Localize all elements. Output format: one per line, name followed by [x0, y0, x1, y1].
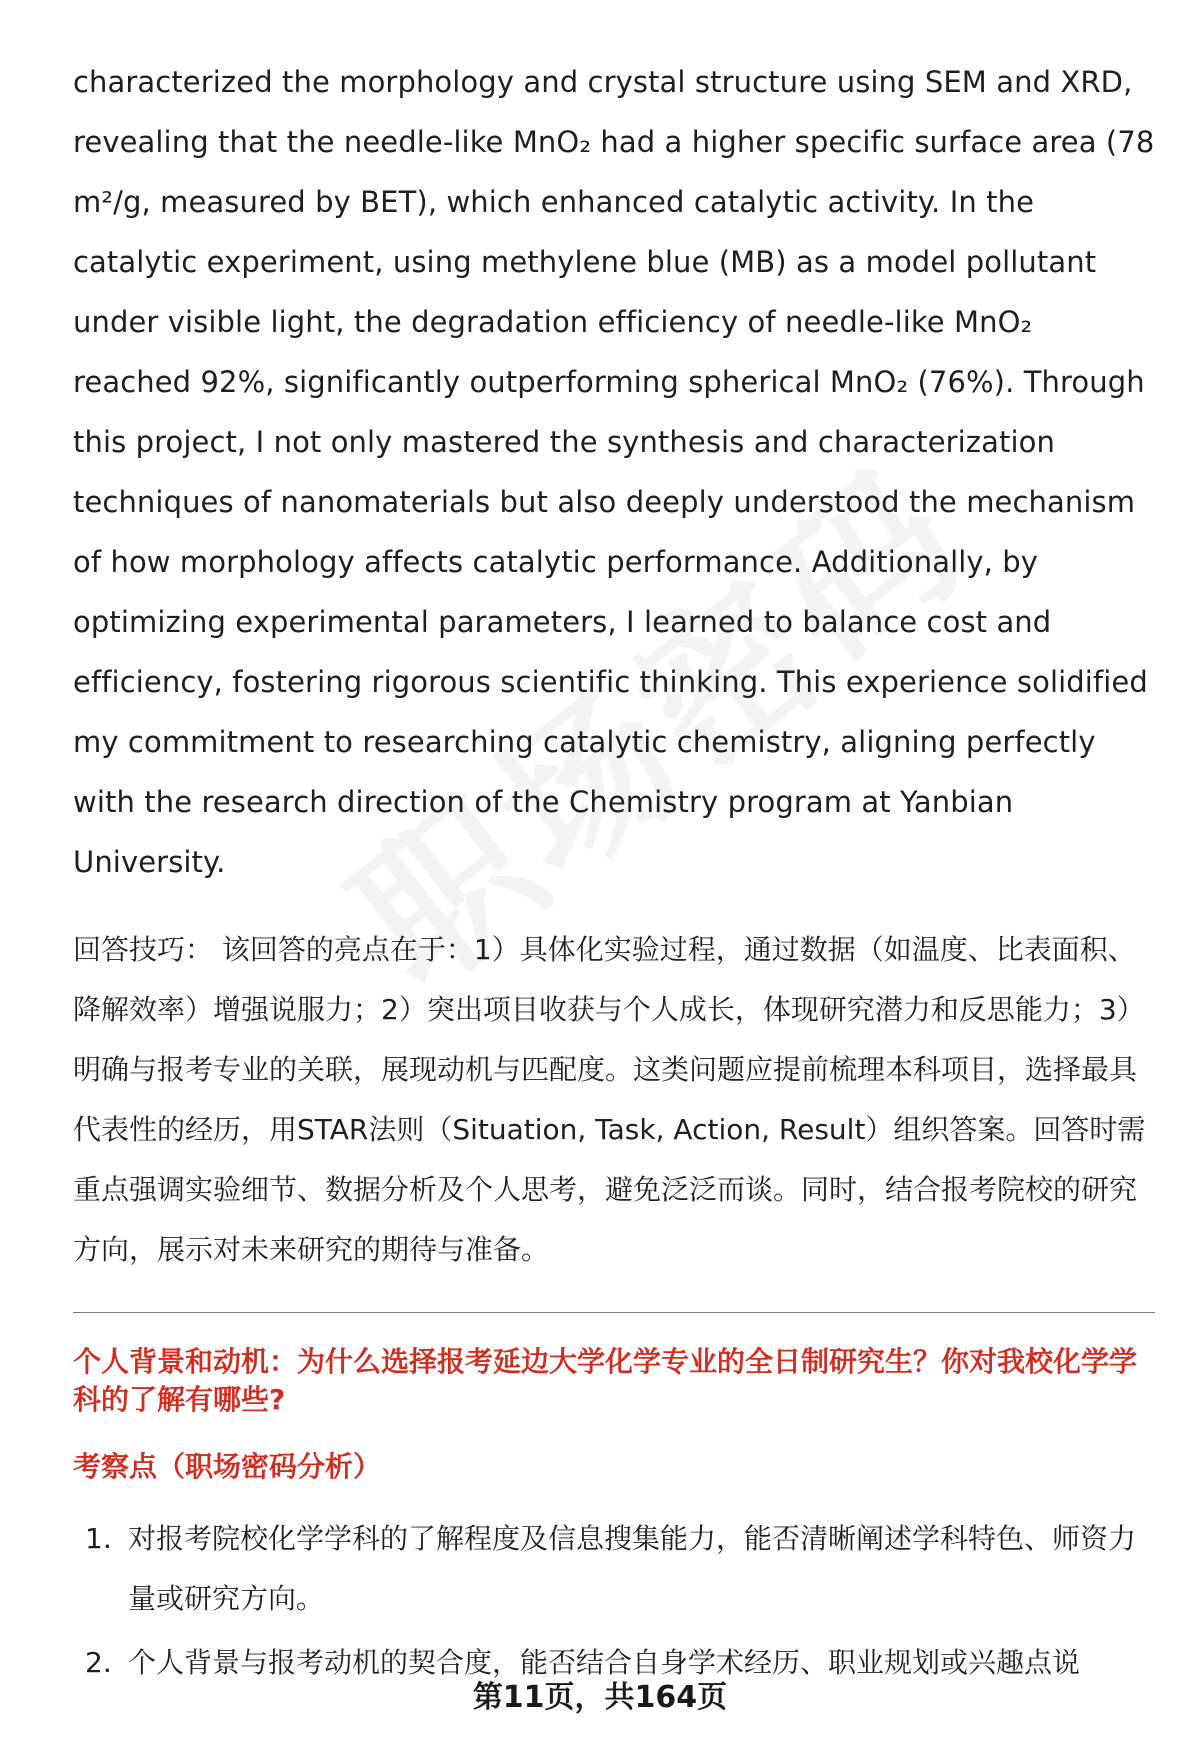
list-item-number: 1.: [85, 1522, 112, 1555]
list-item-text: 对报考院校化学学科的了解程度及信息搜集能力，能否清晰阐述学科特色、师资力量或研究方向。: [128, 1522, 1137, 1615]
list-item-text: 个人背景与报考动机的契合度，能否结合自身学术经历、职业规划或兴趣点说: [128, 1646, 1081, 1679]
question-heading: 个人背景和动机：为什么选择报考延边大学化学专业的全日制研究生？你对我校化学学科的了解有哪些?: [73, 1345, 1138, 1416]
list-item: [73, 1509, 1155, 1629]
answer-tips-paragraph: 回答技巧： 该回答的亮点在于：1）具体化实验过程，通过数据（如温度、比表面积、降解效率）增强说服力；2）突出项目收获与个人成长，体现研究潜力和反思能力；3）明确与报考专业的关联，展现动机与匹配度。这类问题应提前梳理本科项目，选择最具代表性的经历，用STAR法则（Situation, Task, Action, Result）组织答案。回答时需重点强调实验细节、数据分析及个人思考，避免泛泛而谈。同时，结合报考院校的研究方向，展示对未来研究的期待与准备。: [73, 933, 1146, 1266]
assessment-points-heading: 考察点（职场密码分析）: [73, 1450, 382, 1483]
assessment-points-list: [73, 1509, 1155, 1693]
section-divider: [73, 1312, 1155, 1313]
page-number-footer: 第11页，共164页: [472, 1680, 728, 1715]
answer-paragraph: characterized the morphology and crystal structure using SEM and XRD, revealing that the needle-like MnO₂ had a higher specific surface area (78 m²/g, measured by BET), which enhanced catalytic activity. In the catalytic experiment, using methylene blue (MB) as a model pollutant under visible light, the degradation efficiency of needle-like MnO₂ reached 92%, significantly outperforming spherical MnO₂ (76%). Through this project, I not only mastered the synthesis and characterization techniques of nanomaterials but also deeply understood the mechanism of how morphology affects catalytic performance. Additionally, by optimizing experimental parameters, I learned to balance cost and efficiency, fostering rigorous scientific thinking. This experience solidified my commitment to researching catalytic chemistry, aligning perfectly with the research direction of the Chemistry program at Yanbian University.: [73, 65, 1155, 879]
page-content: [73, 52, 1155, 1697]
list-item-number: 2.: [85, 1646, 112, 1679]
